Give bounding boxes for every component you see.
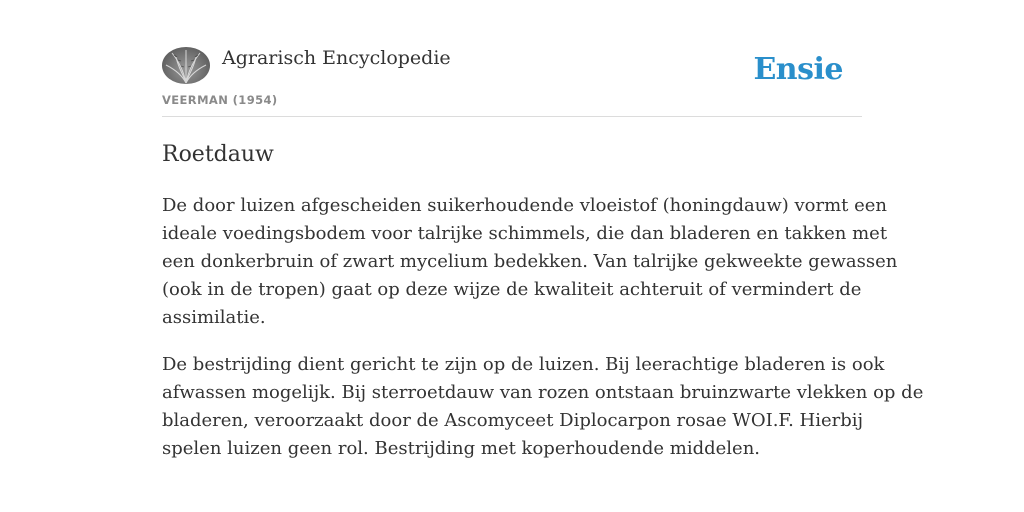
text-line: ideale voedingsbodem voor talrijke schimmels, die dan bladeren en takken met <box>162 223 888 244</box>
article-body <box>162 192 924 482</box>
text-line: De door luizen afgescheiden suikerhoudende vloeistof (honingdauw) vormt een <box>162 195 888 216</box>
text-line: afwassen mogelijk. Bij sterroetdauw van rozen ontstaan bruinzwarte vlekken op de <box>162 382 924 403</box>
book-title[interactable]: Agrarisch Encyclopedie <box>222 47 451 69</box>
text-line: (ook in de tropen) gaat op deze wijze de kwaliteit achteruit of vermindert de <box>162 279 862 300</box>
text-line: een donkerbruin of zwart mycelium bedekken. Van talrijke gekweekte gewassen <box>162 251 898 272</box>
text-line: assimilatie. <box>162 307 266 328</box>
plant-illustration-icon[interactable] <box>162 47 210 84</box>
site-header <box>162 44 862 117</box>
text-line: spelen luizen geen rol. Bestrijding met koperhoudende middelen. <box>162 438 761 459</box>
article-title: Roetdauw <box>162 142 274 167</box>
text-line: De bestrijding dient gericht te zijn op de luizen. Bij leerachtige bladeren is ook <box>162 354 885 375</box>
book-author-year: VEERMAN (1954) <box>162 93 278 107</box>
article-paragraph <box>162 192 898 332</box>
text-line: bladeren, veroorzaakt door de Ascomyceet Diplocarpon rosae WOI.F. Hierbij <box>162 410 864 431</box>
article-paragraph <box>162 351 924 463</box>
ensie-logo[interactable]: Ensie <box>753 52 843 87</box>
